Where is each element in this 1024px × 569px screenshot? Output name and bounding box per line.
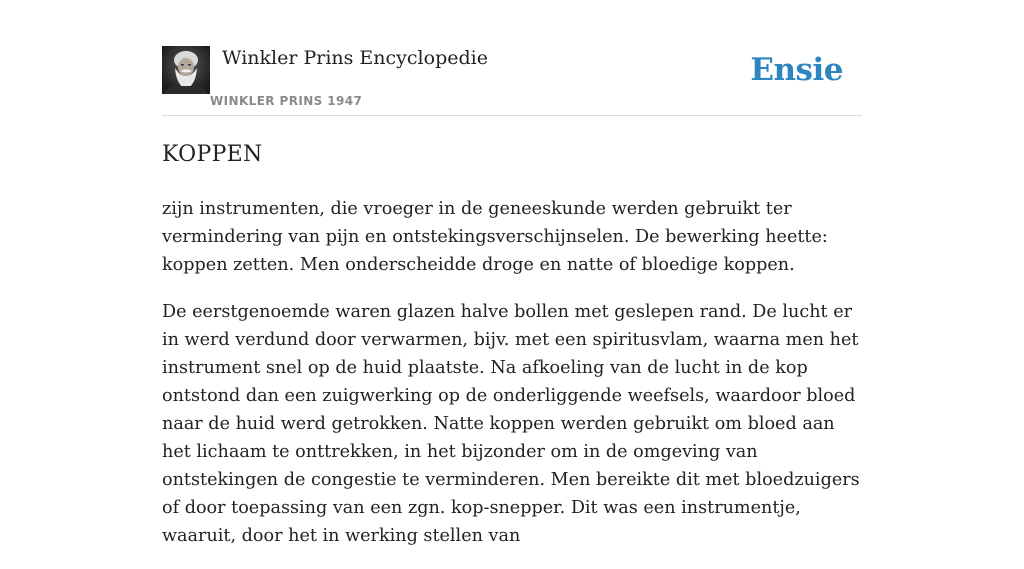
source-avatar-icon[interactable]	[162, 46, 210, 94]
source-title-link[interactable]: Winkler Prins Encyclopedie	[222, 47, 488, 69]
article-headword: KOPPEN	[162, 142, 263, 167]
ensie-logo-link[interactable]: Ensie	[750, 52, 843, 88]
source-subtitle: WINKLER PRINS 1947	[210, 94, 363, 108]
source-header	[162, 45, 862, 115]
article-paragraph: zijn instrumenten, die vroeger in de geneeskunde werden gebruikt ter vermindering van pijn en ontstekingsverschijnselen. De bewerking heette: koppen zetten. Men onderscheidde droge en natte of bloedige koppen.	[162, 199, 828, 275]
article-paragraph: De eerstgenoemde waren glazen halve bollen met geslepen rand. De lucht er in werd verdund door verwarmen, bijv. met een spiritusvlam, waarna men het instrument snel op de huid plaatste. Na afkoeling van de lucht in de kop ontstond dan een zuigwerking op de onderliggende weefsels, waardoor bloed naar de huid werd getrokken. Natte koppen werden gebruikt om bloed aan het lichaam te onttrekken, in het bijzonder om in de omgeving van ontstekingen de congestie te verminderen. Men bereikte dit met bloedzuigers of door toepassing van een zgn. kop-snepper. Dit was een instrumentje, waaruit, door het in werking stellen van	[162, 302, 860, 546]
header-divider	[162, 115, 862, 116]
article-body	[162, 140, 862, 569]
